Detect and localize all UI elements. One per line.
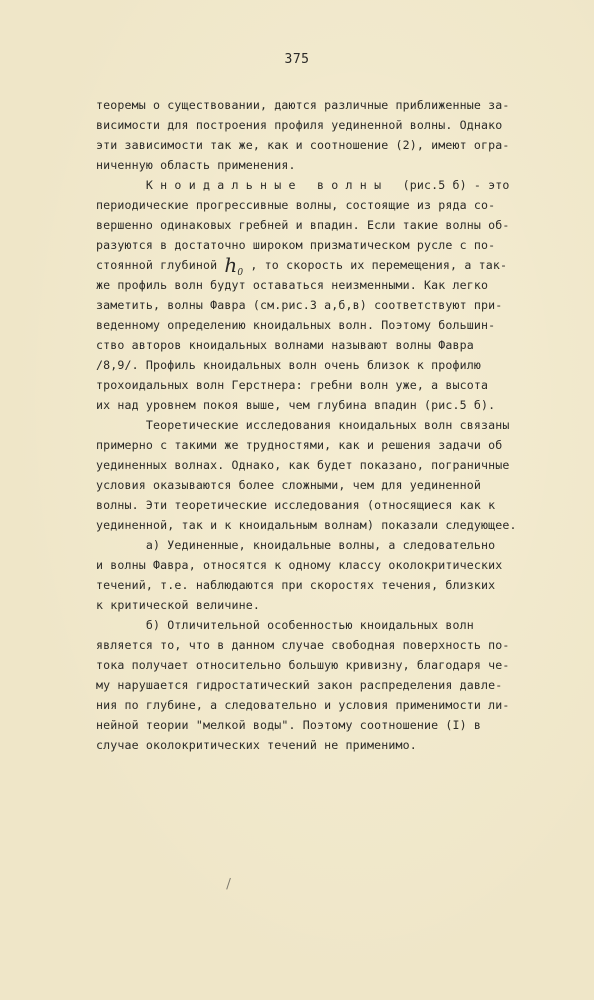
pencil-mark bbox=[226, 878, 233, 890]
formula-h-symbol: h bbox=[224, 253, 238, 277]
text-line: периодические прогрессивные волны, состоящие из ряда со- bbox=[96, 198, 496, 212]
text-line: ство авторов кноидальных волнами называют волны Фавра bbox=[96, 338, 474, 352]
text-line: эти зависимости так же, как и соотношение (2), имеют огра- bbox=[96, 138, 510, 152]
text-fragment: стоянной глубиной bbox=[96, 258, 218, 272]
text-line: же профиль волн будут оставаться неизменными. Как легко bbox=[96, 278, 489, 292]
text-line: тока получает относительно большую кривизну, благодаря че- bbox=[96, 658, 510, 672]
text-line: разуются в достаточно широком призматическом русле с по- bbox=[96, 238, 496, 252]
text-line: нейной теории "мелкой воды". Поэтому соотношение (I) в bbox=[96, 718, 482, 732]
text-line: и волны Фавра, относятся к одному классу околокритических bbox=[96, 558, 503, 572]
text-line: уединенных волнах. Однако, как будет показано, пограничные bbox=[96, 458, 510, 472]
text-line: условия оказываются более сложными, чем для уединенной bbox=[96, 478, 482, 492]
text-line: ниченную область применения. bbox=[96, 158, 296, 172]
text-line: му нарушается гидростатический закон распределения давле- bbox=[96, 678, 503, 692]
text-line: к критической величине. bbox=[96, 598, 260, 612]
text-line: К н о и д а л ь н ы е в о л н ы (рис.5 б) - это bbox=[96, 178, 510, 192]
text-line: б) Отличительной особенностью кноидальных волн bbox=[96, 618, 474, 632]
text-line: примерно с такими же трудностями, как и решения задачи об bbox=[96, 438, 503, 452]
text-line: веденному определению кноидальных волн. Поэтому большин- bbox=[96, 318, 496, 332]
text-line: волны. Эти теоретические исследования (относящиеся как к bbox=[96, 498, 496, 512]
text-line: случае околокритических течений не применимо. bbox=[96, 738, 417, 752]
text-line: вершенно одинаковых гребней и впадин. Если такие волны об- bbox=[96, 218, 510, 232]
text-line: висимости для построения профиля уединенной волны. Однако bbox=[96, 118, 503, 132]
text-line: трохоидальных волн Герстнера: гребни волн уже, а высота bbox=[96, 378, 489, 392]
text-line: уединенной, так и к кноидальным волнам) показали следующее. bbox=[96, 518, 517, 532]
text-line: /8,9/. Профиль кноидальных волн очень близок к профилю bbox=[96, 358, 482, 372]
text-line-with-formula bbox=[96, 253, 508, 278]
page-number: 375 bbox=[284, 52, 310, 67]
text-line: ния по глубине, а следовательно и условия применимости ли- bbox=[96, 698, 510, 712]
text-line: течений, т.е. наблюдаются при скоростях течения, близких bbox=[96, 578, 496, 592]
text-line: теоремы о существовании, даются различные приближенные за- bbox=[96, 98, 510, 112]
text-line: заметить, волны Фавра (см.рис.3 а,б,в) соответствуют при- bbox=[96, 298, 503, 312]
formula-subscript: 0 bbox=[237, 268, 244, 278]
text-line: Теоретические исследования кноидальных волн связаны bbox=[96, 418, 510, 432]
text-fragment: , то скорость их перемещения, а так- bbox=[250, 258, 508, 272]
text-line: их над уровнем покоя выше, чем глубина впадин (рис.5 б). bbox=[96, 398, 496, 412]
text-line: а) Уединенные, кноидальные волны, а следовательно bbox=[96, 538, 496, 552]
text-line: является то, что в данном случае свободная поверхность по- bbox=[96, 638, 510, 652]
